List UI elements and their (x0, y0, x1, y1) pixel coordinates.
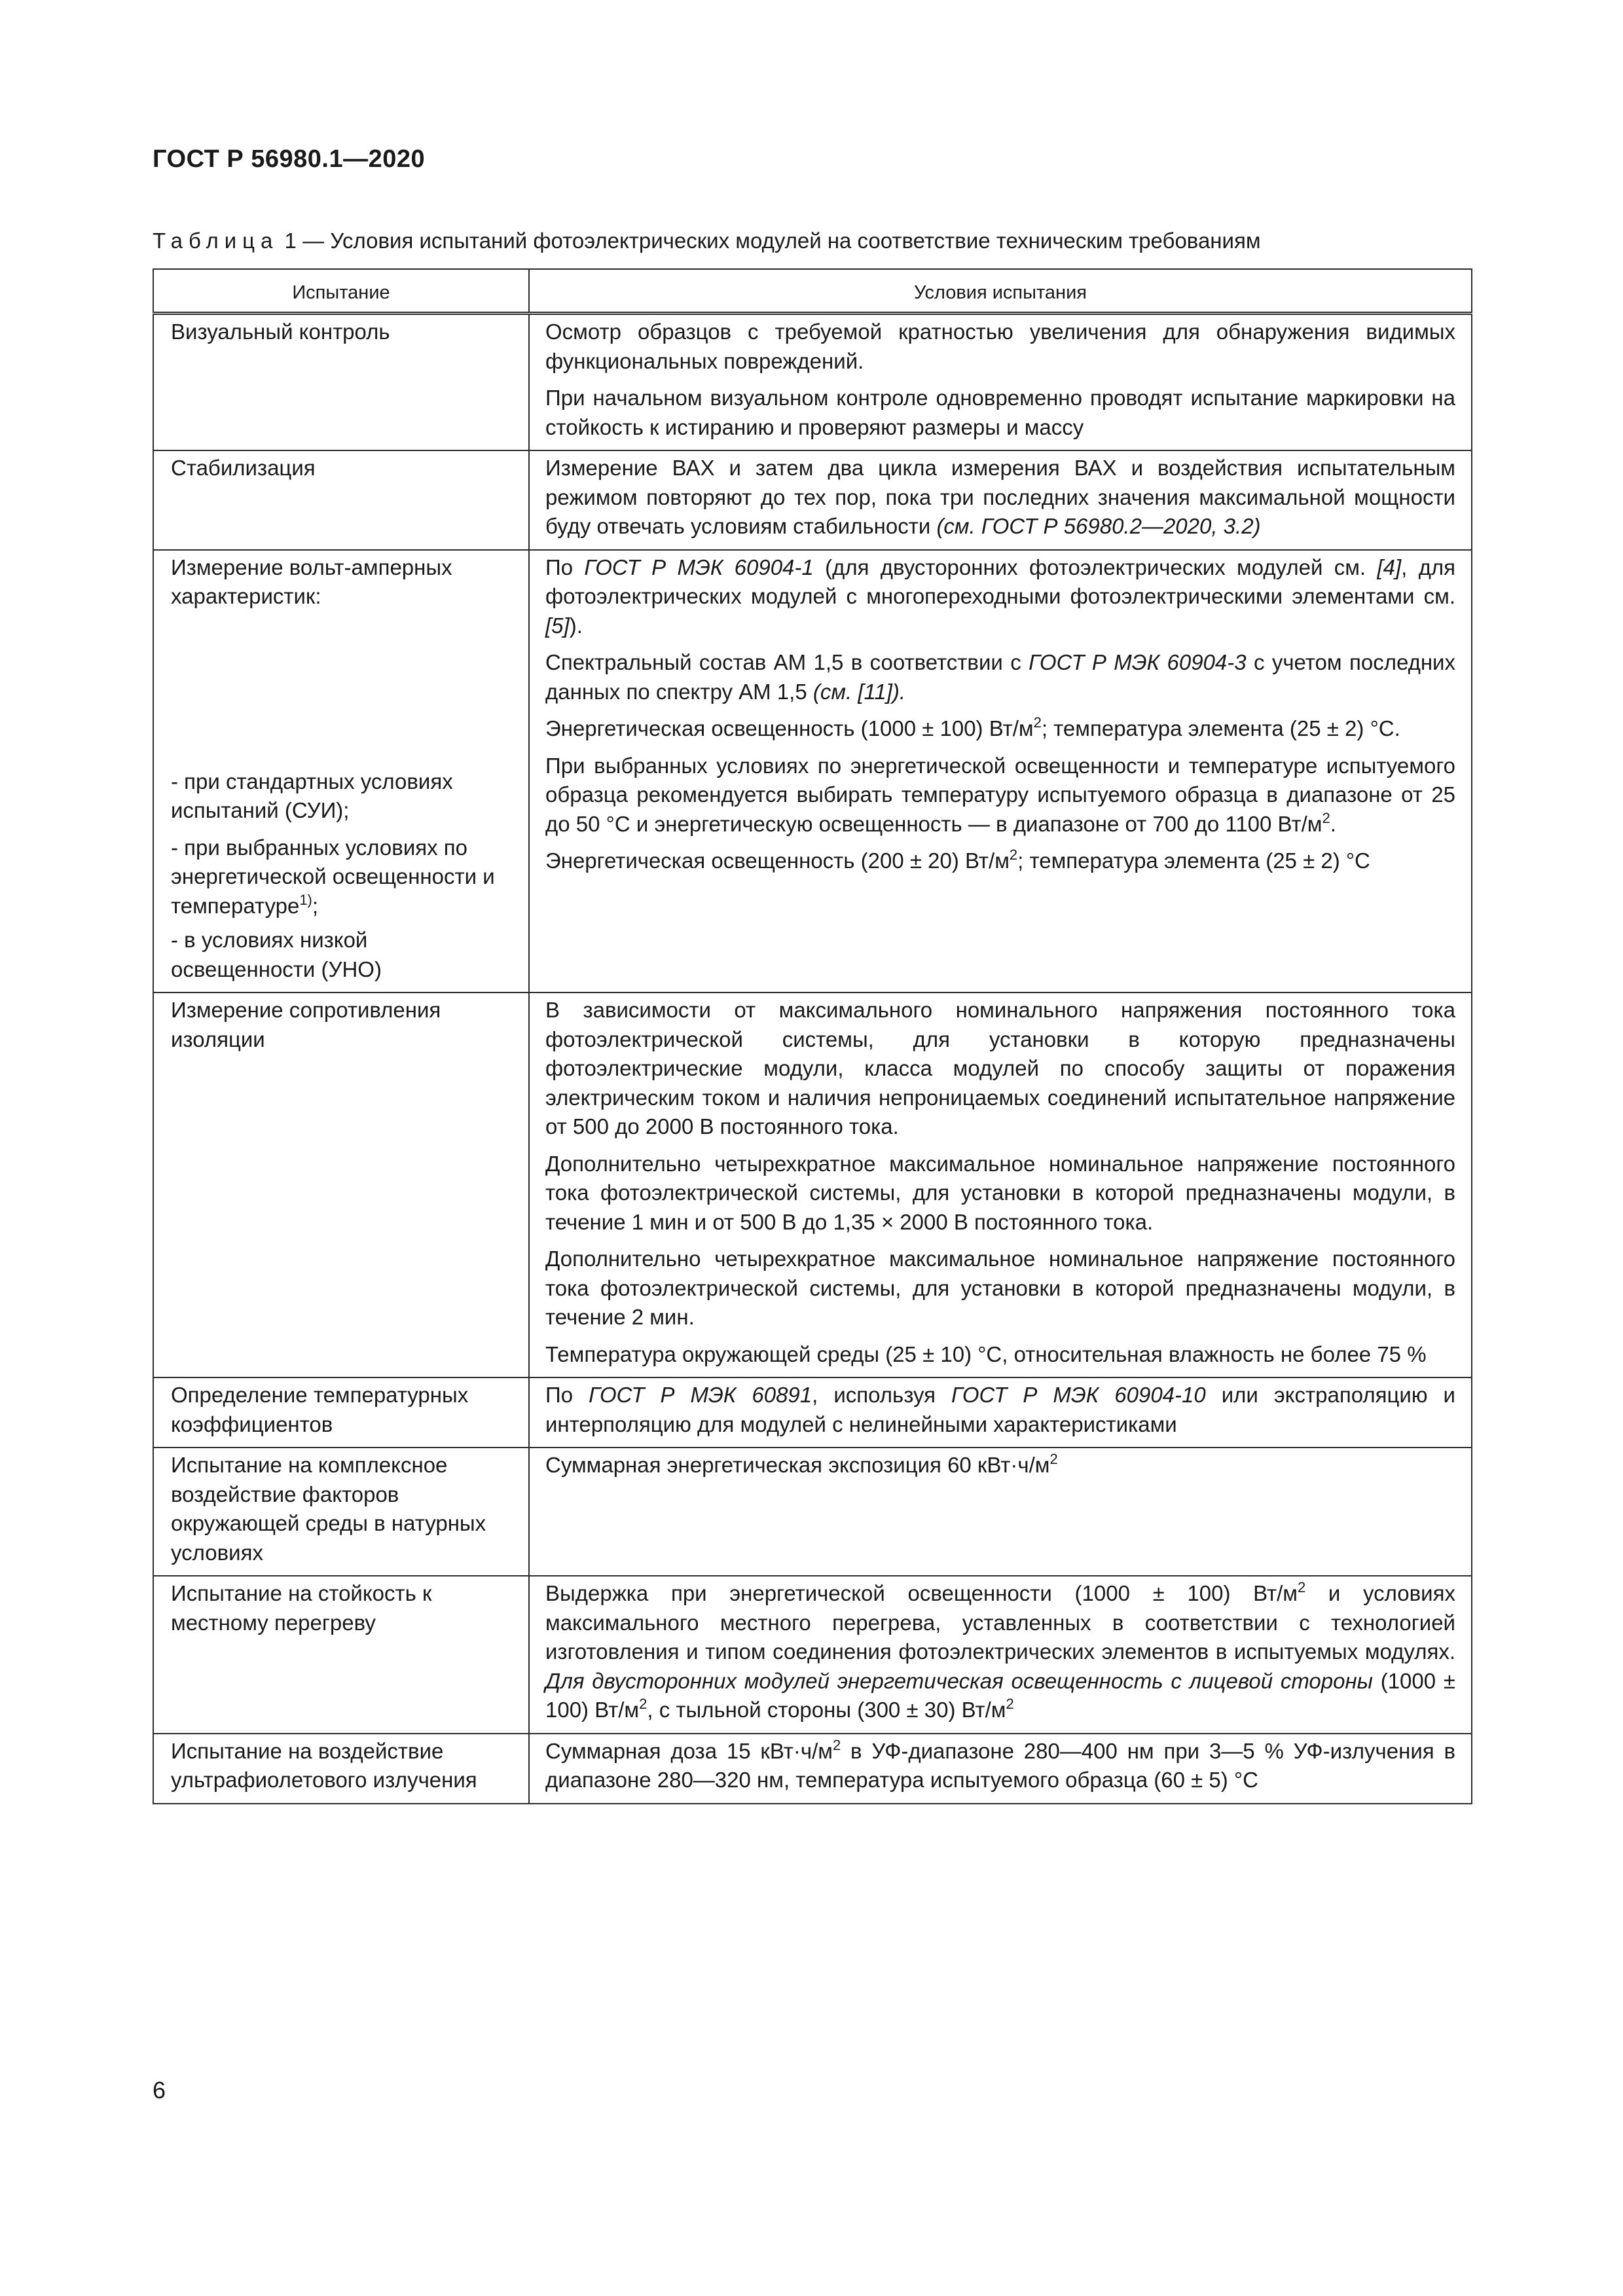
text-span: Выдержка при энергетической освещенности (1000 ± 100) Вт/м (545, 1581, 1298, 1605)
table-row-stabilization (153, 450, 1472, 550)
conditions-cell (529, 1576, 1472, 1734)
text-span: , с тыльной стороны (300 ± 30) Вт/м (647, 1698, 1006, 1722)
text-span: , используя (812, 1383, 951, 1407)
condition-paragraph (545, 1451, 1455, 1480)
text-span: и условиях максимального местного перегрева, уставленных в соответствии с технологией изготовления и типом соединения фотоэлектрических элементов в испытуемых модулях. (545, 1581, 1455, 1664)
text-span: (для двусторонних фотоэлектрических модулей см. (813, 555, 1377, 579)
superscript: 2 (1322, 809, 1330, 826)
condition-paragraph: Температура окружающей среды (25 ± 10) °С, относительная влажность не более 75 % (545, 1341, 1427, 1366)
conditions-cell (529, 450, 1472, 550)
text-span: По (545, 555, 585, 579)
condition-paragraph: Осмотр образцов с требуемой кратностью увеличения для обнаружения видимых функциональных повреждений. (545, 319, 1455, 373)
superscript: 2 (1006, 1696, 1014, 1712)
text-span: Энергетическая освещенность (1000 ± 100) Вт/м (545, 716, 1034, 740)
test-name-cell (153, 993, 529, 1377)
condition-paragraph-low-light (545, 847, 1455, 876)
subcondition-low-light-label: - в условиях низкой освещенности (УНО) (171, 928, 382, 981)
table-caption-text: 1 — Условия испытаний фотоэлектрических модулей на соответствие техническим требованиям (278, 228, 1261, 253)
text-span: ; температура элемента (25 ± 2) °С. (1041, 716, 1400, 740)
column-header-conditions: Условия испытания (529, 269, 1472, 314)
reference-span: ГОСТ Р МЭК 60891 (589, 1383, 812, 1407)
test-name: Испытание на стойкость к местному перегреву (171, 1581, 432, 1635)
conditions-cell (529, 314, 1472, 451)
condition-paragraph (545, 648, 1455, 706)
text-span: Суммарная энергетическая экспозиция 60 кВт·ч/м (545, 1453, 1050, 1477)
condition-paragraph: При начальном визуальном контроле одновременно проводят испытание маркировки на стойкость к истиранию и проверяют размеры и массу (545, 386, 1455, 439)
superscript: 2 (639, 1696, 647, 1712)
reference-span: ГОСТ Р МЭК 60904-10 (951, 1383, 1206, 1407)
text-span: или экстраполяцию и интерполяцию для модулей с нелинейными характеристиками (545, 1383, 1455, 1436)
superscript: 2 (1049, 1451, 1058, 1467)
test-name-cell (153, 1734, 529, 1804)
table-caption (153, 227, 1261, 255)
conditions-cell (529, 1448, 1472, 1576)
text-span: По (545, 1383, 589, 1407)
condition-paragraph: Дополнительно четырехкратное максимальное номинальное напряжение постоянного тока фотоэлектрической системы, для установки в которой предназначены модули, в течение 2 мин. (545, 1247, 1455, 1329)
condition-paragraph (545, 1737, 1455, 1795)
text-span: Спектральный состав АМ 1,5 в соответствии с (545, 650, 1029, 674)
superscript: 2 (1009, 847, 1018, 863)
test-name-cell (153, 1448, 529, 1576)
text-span: . (1330, 811, 1336, 836)
test-name-cell (153, 314, 529, 451)
text-span: , для фотоэлектрических модулей с многопереходными фотоэлектрическими элементами см. (545, 555, 1455, 608)
subcondition-selected-label (171, 833, 511, 921)
test-name: Визуальный контроль (171, 319, 390, 344)
column-header-test: Испытание (153, 269, 529, 314)
condition-paragraph: В зависимости от максимального номинального напряжения постоянного тока фотоэлектрической системы, для установки в которую предназначены фотоэлектрические модули, класса модулей по способу защиты от поражения электрическим током и наличия непроницаемых соединений испытательное напряжение от 500 до 2000 В постоянного тока. (545, 998, 1455, 1139)
page-number: 6 (153, 2077, 166, 2104)
reference-span: ГОСТ Р МЭК 60904-1 (584, 555, 814, 579)
condition-paragraph: Дополнительно четырехкратное максимальное номинальное напряжение постоянного тока фотоэлектрической системы, для установки в которой предназначены модули, в течение 1 мин и от 500 В до 1,35 × 2000 В постоянного тока. (545, 1151, 1455, 1234)
test-conditions-table (153, 268, 1472, 1804)
text-span: Измерение ВАХ и затем два цикла измерения ВАХ и воздействия испытательным режимом повторяют до тех пор, пока три последних значения максимальной мощности буду отвечать условиям стабильности (545, 456, 1455, 538)
test-name: Измерение сопротивления изоляции (171, 998, 441, 1051)
table-caption-word: Таблица (153, 228, 279, 253)
text-span: (1000 ± 100) Вт/м (545, 1668, 1455, 1722)
conditions-cell (529, 550, 1472, 993)
test-name-cell (153, 1576, 529, 1734)
reference-span: (см. [11]). (812, 679, 906, 704)
text-span: ; температура элемента (25 ± 2) °С (1017, 848, 1370, 873)
test-name-cell (153, 550, 529, 993)
text-span: в УФ-диапазоне 280—400 нм при 3—5 % УФ-излучения в диапазоне 280—320 нм, температура испытуемого образца (60 ± 5) °С (545, 1738, 1455, 1792)
footnote-marker: 1) (299, 891, 312, 908)
reference-span: [5] (545, 613, 570, 638)
table-row-hot-spot (153, 1576, 1472, 1734)
condition-paragraph (545, 454, 1455, 541)
conditions-cell (529, 1377, 1472, 1448)
conditions-cell (529, 993, 1472, 1377)
superscript: 2 (832, 1736, 841, 1753)
reference-span: (см. ГОСТ Р 56980.2—2020, 3.2) (936, 514, 1261, 538)
condition-paragraph-selected (545, 752, 1455, 839)
condition-paragraph (545, 1579, 1455, 1725)
test-name: Измерение вольт-амперных характеристик: (171, 555, 452, 608)
text-span: - при выбранных условиях по энергетической освещенности и температуре (171, 835, 495, 918)
test-name: Определение температурных коэффициентов (171, 1383, 469, 1436)
reference-span: ГОСТ Р МЭК 60904-3 (1029, 650, 1247, 674)
subcondition-stc-label: - при стандартных условиях испытаний (СУИ); (171, 769, 453, 822)
document-number-header: ГОСТ Р 56980.1—2020 (153, 145, 426, 173)
condition-paragraph (545, 1381, 1455, 1439)
text-span: Энергетическая освещенность (200 ± 20) Вт/м (545, 848, 1010, 873)
table-row-uv-exposure (153, 1734, 1472, 1804)
text-span: с учетом последних данных по спектру АМ 1,5 (545, 650, 1455, 704)
superscript: 2 (1033, 714, 1042, 731)
text-span: ; (312, 893, 319, 918)
test-name-cell (153, 1377, 529, 1448)
condition-paragraph (545, 553, 1455, 641)
table-header-row (153, 269, 1472, 314)
superscript: 2 (1298, 1579, 1306, 1595)
text-span: Суммарная доза 15 кВт·ч/м (545, 1738, 833, 1763)
text-span: При выбранных условиях по энергетической освещенности и температуре испытуемого образца рекомендуется выбирать температуру испытуемого образца в диапазоне от 25 до 50 °С и энергетическую освещенность — в диапазоне от 700 до 1100 Вт/м (545, 753, 1455, 836)
test-name: Стабилизация (171, 456, 316, 480)
table-row-visual-inspection (153, 314, 1472, 451)
test-name: Испытание на комплексное воздействие факторов окружающей среды в натурных условиях (171, 1453, 486, 1565)
table-row-temperature-coefficients (153, 1377, 1472, 1448)
condition-paragraph-stc (545, 714, 1455, 744)
test-name: Испытание на воздействие ультрафиолетового излучения (171, 1738, 477, 1792)
test-name-cell (153, 450, 529, 550)
text-span: ). (569, 613, 583, 638)
table-row-iv-measurement (153, 550, 1472, 993)
table-row-outdoor-exposure (153, 1448, 1472, 1576)
italic-span: Для двусторонних модулей энергетическая освещенность с лицевой стороны (545, 1668, 1373, 1693)
reference-span: [4] (1377, 555, 1402, 579)
conditions-cell (529, 1734, 1472, 1804)
table-row-insulation-resistance (153, 993, 1472, 1377)
